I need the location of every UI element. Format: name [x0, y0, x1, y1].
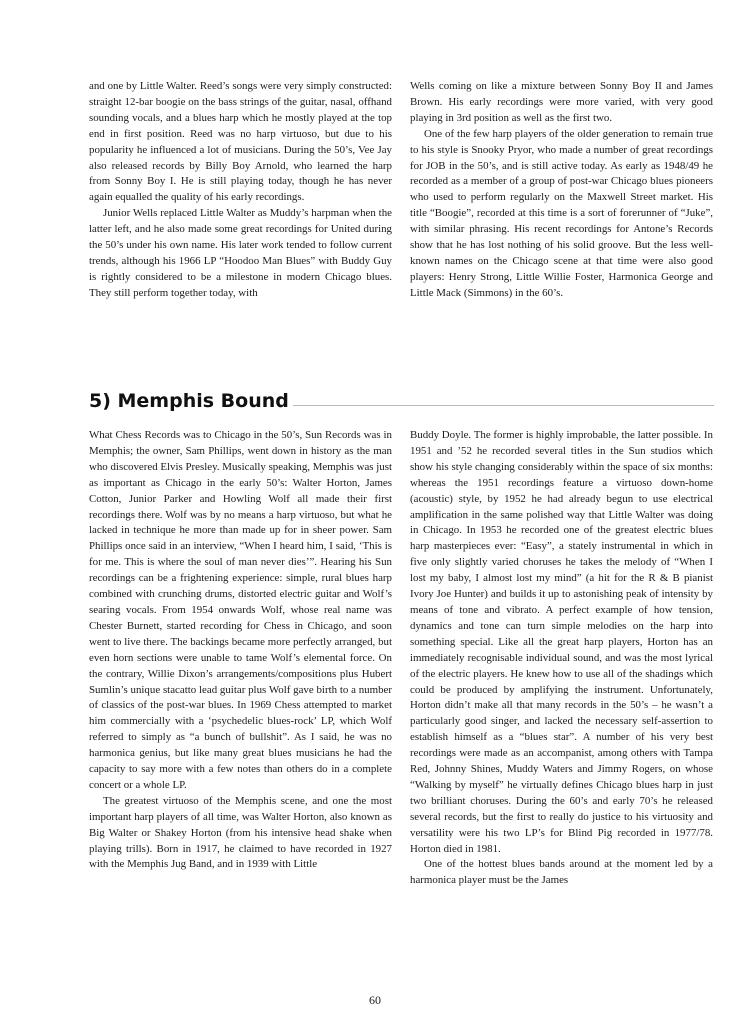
paragraph: Buddy Doyle. The former is highly improbable, the latter possible. In 1951 and ’52 he recorded several titles in the Sun studios which show his style changing considerably within the space of six months: whereas the 1951 recordings feature a virtuoso down-home (acoustic) style, by 1952 he had already begun to use electrical amplification in the same polished way that Little Walter was doing in Chicago. In 1953 he recorded one of the greatest electric blues harp masterpieces ever: “Easy”, a stately instrumental in which in five only slightly varied choruses he takes the melody of “When I lost my baby, I almost lost my mind” (a hit for the R & B pianist Ivory Joe Hunter) and builds it up to astonishing peak of intensity by means of tone and vibrato. A perfect example of how tension, dynamics and tone can turn simple melodies on the harp into something special. Like all the great harp players, Horton has an immediately recognisable individual sound, and was the most lyrical of the electric players. He knew how to use all of the shadings which could be produced by amplifying the instrument. Unfortunately, Horton didn’t make all that many records in the 50’s – he wasn’t a particularly good singer, and lacked the necessary self-assertion to establish himself as a “blues star”. A number of his very best recordings were made as an accompanist, among others with Tampa Red, Johnny Shines, Muddy Waters and Jimmy Rogers, on whose “Walking by myself” he virtually defines Chicago blues harp in just two brilliant choruses. During the 60’s and early 70’s he released several records, but the first to really do justice to his virtuosity and versatility were his two LP’s for Blind Pig recorded in 1977/78. Horton died in 1981.: [410, 429, 713, 855]
section-heading: [89, 384, 714, 412]
section-title: 5) Memphis Bound: [89, 390, 289, 412]
paragraph: One of the hottest blues bands around at the moment led by a harmonica player must be the James: [410, 858, 713, 887]
bottom-right-column: [410, 428, 713, 889]
paragraph: The greatest virtuoso of the Memphis scene, and one the most important harp players of all time, was Walter Horton, also known as Big Walter or Shakey Horton (from his intensive head shake when playing trills). Born in 1917, he claimed to have recorded in 1927 with the Memphis Jug Band, and in 1939 with Little: [89, 794, 392, 871]
top-right-column: [410, 79, 713, 302]
top-left-column: [89, 79, 392, 302]
paragraph: What Chess Records was to Chicago in the 50’s, Sun Records was in Memphis; the owner, Sam Phillips, went down in history as the man who discovered Elvis Presley. Musically speaking, Memphis was just as important as Chicago in the early 50’s: Walter Horton, James Cotton, Junior Parker and Howling Wolf all made their first recordings there. Wolf was by no means a harp virtuoso, but what he lacked in technique he more than made up for in sheer power. Sam Phillips once said in an interview, “When I heard him, I said, ‘This is for me. This is where the soul of man never dies’”. Hearing his Sun recordings can be a frightening experience: simple, rural blues harp combined with crunching drums, distorted electric guitar and Wolf’s searing vocals. From 1954 onwards Wolf, whose real name was Chester Burnett, started recording for Chess in Chicago, and soon went to live there. The backings became more perfectly arranged, but even horn sections were unable to tame Wolf’s elemental force. On the contrary, Willie Dixon’s arrangements/compositions plus Hubert Sumlin’s unique stacatto lead guitar plus Wolf gave birth to a number of classics of the post-war blues. In 1969 Chess attempted to market him commercially with a ‘psychedelic blues-rock’ LP, which Wolf referred to simply as “a bunch of bullshit”. As I said, he was no harmonica genius, but like many great blues musicians he had the capacity to say more with a few notes than others do in a complete concert or a whole LP.: [89, 429, 392, 791]
paragraph: One of the few harp players of the older generation to remain true to his style is Snooky Pryor, who made a number of great recordings for JOB in the 50’s, and is still active today. As early as 1948/49 he recorded as a member of a group of post-war Chicago blues pioneers who used to perform regularly on the Maxwell Street market. His title “Boogie”, recorded at this time is a sort of forerunner of “Juke”, with similar phrasing. His recent recordings for Antone’s Records show that he has lost nothing of his solid groove. But the less well-known names on the Chicago scene at that time were also good players: Henry Strong, Little Willie Foster, Harmonica George and Little Mack (Simmons) in the 60’s.: [410, 127, 713, 299]
paragraph: Junior Wells replaced Little Walter as Muddy’s harpman when the latter left, and he also made some great recordings for United during the 50’s under his own name. His later work tended to follow current trends, although his 1966 LP “Hoodoo Man Blues” with Buddy Guy is rightly considered to be a milestone in modern Chicago blues. They still perform together today, with: [89, 207, 392, 299]
page-number: 60: [369, 993, 381, 1007]
paragraph: Wells coming on like a mixture between Sonny Boy II and James Brown. His early recordings were more varied, with very good playing in 3rd position as well as the first two.: [410, 80, 713, 124]
paragraph: and one by Little Walter. Reed’s songs were very simply constructed: straight 12-bar boogie on the bass strings of the guitar, nasal, offhand sounding vocals, and a blues harp which he mostly played at the top end in first position. Reed was no harp virtuoso, but due to his popularity he influenced a lot of musicians. During the 50’s, Vee Jay also released records by Billy Boy Arnold, who learned the harp from Sonny Boy I. He is still playing today, though he has never again equalled the quality of his early recordings.: [89, 80, 392, 204]
bottom-left-column: [89, 428, 392, 873]
heading-rule: [293, 405, 714, 406]
